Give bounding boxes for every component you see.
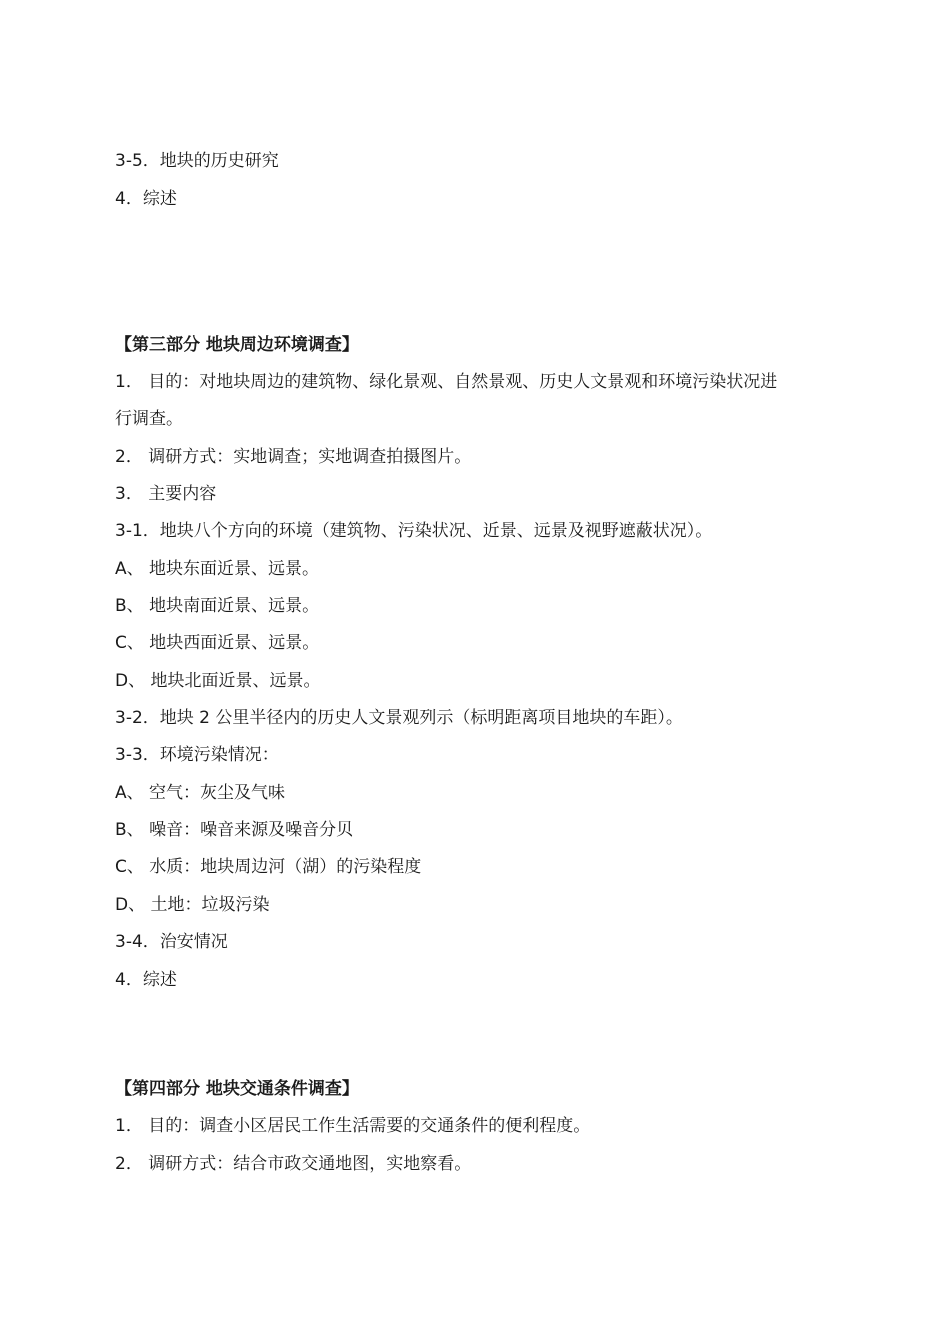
section-3-purpose-line2: 行调查。 [115, 409, 183, 429]
section-3-method: 2． 调研方式：实地调查；实地调查拍摄图片。 [115, 447, 472, 467]
section-3-heading: 【第三部分 地块周边环境调查】 [115, 335, 359, 355]
list-item-4-summary: 4．综述 [115, 189, 177, 209]
section-4-method: 2． 调研方式：结合市政交通地图，实地察看。 [115, 1154, 472, 1174]
list-item-3-3-d: D、 土地：垃圾污染 [115, 895, 270, 915]
section-3-content: 3． 主要内容 [115, 484, 217, 504]
list-item-3-1-c: C、 地块西面近景、远景。 [115, 633, 320, 653]
section-4-heading: 【第四部分 地块交通条件调查】 [115, 1079, 359, 1099]
list-item-3-3-a: A、 空气：灰尘及气味 [115, 783, 286, 803]
list-item-3-3-c: C、 水质：地块周边河（湖）的污染程度 [115, 857, 422, 877]
list-item-3-1-d: D、 地块北面近景、远景。 [115, 671, 321, 691]
list-item-4-summary-section3: 4．综述 [115, 970, 177, 990]
list-item-3-5-history: 3-5．地块的历史研究 [115, 151, 279, 171]
list-item-3-3: 3-3．环境污染情况： [115, 745, 279, 765]
section-4-purpose: 1． 目的：调查小区居民工作生活需要的交通条件的便利程度。 [115, 1116, 591, 1136]
list-item-3-1-b: B、 地块南面近景、远景。 [115, 596, 320, 616]
list-item-3-3-b: B、 噪音：噪音来源及噪音分贝 [115, 820, 354, 840]
list-item-3-4: 3-4．治安情况 [115, 932, 228, 952]
list-item-3-1: 3-1．地块八个方向的环境（建筑物、污染状况、近景、远景及视野遮蔽状况）。 [115, 521, 713, 541]
section-3-purpose-line1: 1． 目的：对地块周边的建筑物、绿化景观、自然景观、历史人文景观和环境污染状况进 [115, 372, 778, 392]
list-item-3-1-a: A、 地块东面近景、远景。 [115, 559, 320, 579]
list-item-3-2: 3-2．地块 2 公里半径内的历史人文景观列示（标明距离项目地块的车距）。 [115, 708, 683, 728]
